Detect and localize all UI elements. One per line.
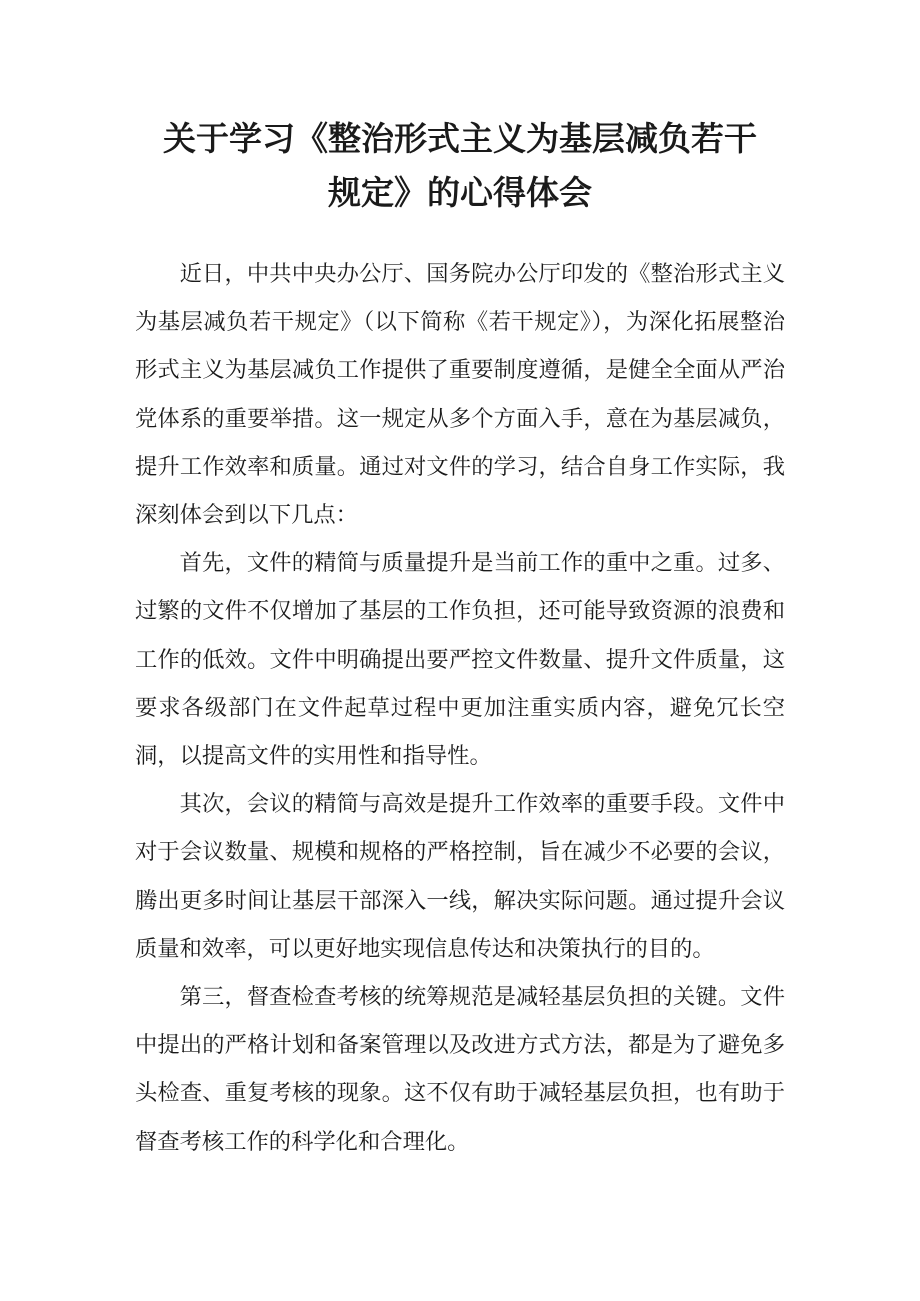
document-title (135, 112, 785, 220)
title-line-2: 规定》的心得体会 (328, 173, 592, 212)
paragraph-intro: 近日，中共中央办公厅、国务院办公厅印发的《整治形式主义为基层减负若干规定》（以下简称《若干规定》），为深化拓展整治形式主义为基层减负工作提供了重要制度遵循，是健全全面从严治党体系的重要举措。这一规定从多个方面入手，意在为基层减负，提升工作效率和质量。通过对文件的学习，结合自身工作实际，我深刻体会到以下几点： (135, 261, 785, 529)
paragraph-second-point: 其次，会议的精简与高效是提升工作效率的重要手段。文件中对于会议数量、规模和规格的严格控制，旨在减少不必要的会议，腾出更多时间让基层干部深入一线，解决实际问题。通过提升会议质量和效率，可以更好地实现信息传达和决策执行的目的。 (135, 791, 785, 962)
paragraph-first-point: 首先，文件的精简与质量提升是当前工作的重中之重。过多、过繁的文件不仅增加了基层的工作负担，还可能导致资源的浪费和工作的低效。文件中明确提出要严控文件数量、提升文件质量，这要求各级部门在文件起草过程中更加注重实质内容，避免冗长空洞，以提高文件的实用性和指导性。 (135, 550, 785, 770)
paragraph-third-point: 第三，督查检查考核的统筹规范是减轻基层负担的关键。文件中提出的严格计划和备案管理以及改进方式方法，都是为了避免多头检查、重复考核的现象。这不仅有助于减轻基层负担，也有助于督查考核工作的科学化和合理化。 (135, 984, 785, 1155)
document-body (135, 250, 785, 1166)
title-line-1: 关于学习《整治形式主义为基层减负若干 (163, 119, 757, 158)
